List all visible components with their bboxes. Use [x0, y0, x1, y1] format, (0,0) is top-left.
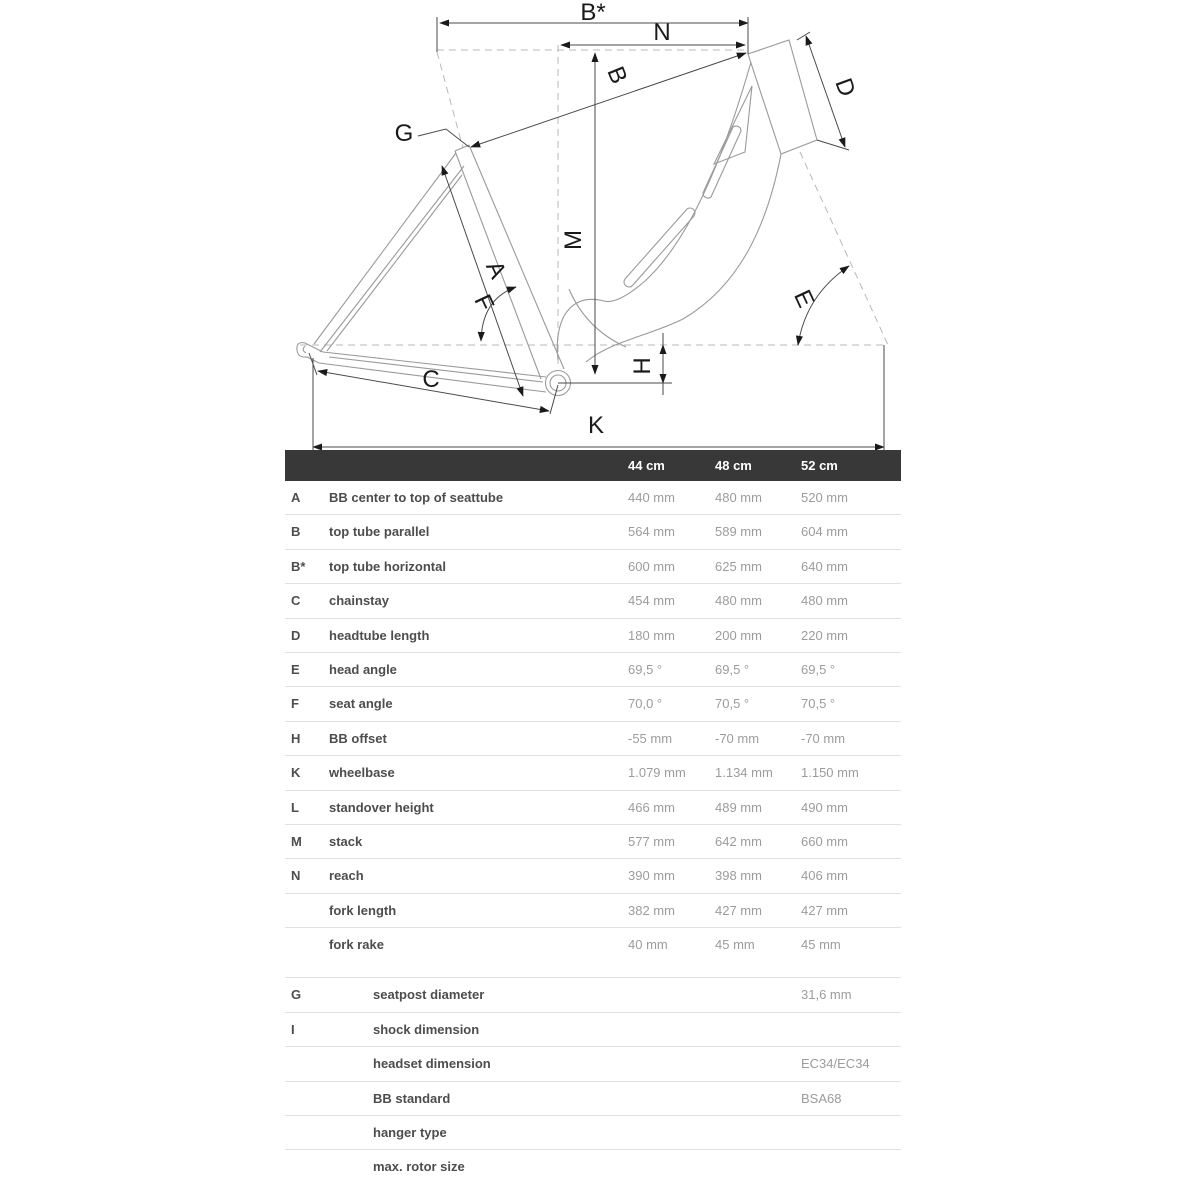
- row-value: 69,5 °: [801, 661, 836, 677]
- dim-label-d: D: [829, 74, 861, 101]
- geometry-table: [285, 450, 901, 1184]
- row-value: 600 mm: [628, 558, 675, 574]
- table-header: [285, 450, 901, 481]
- row-label: top tube parallel: [329, 524, 430, 540]
- row-value: 40 mm: [628, 937, 668, 953]
- construction-lines: [300, 45, 888, 368]
- row-value: 390 mm: [628, 868, 675, 884]
- row-label: fork length: [329, 902, 397, 918]
- row-letter: G: [291, 987, 302, 1003]
- row-label: BB standard: [373, 1090, 451, 1106]
- frame-outline: [297, 40, 820, 396]
- row-letter: B*: [291, 558, 306, 574]
- row-value: 1.134 mm: [715, 765, 773, 781]
- row-value: 382 mm: [628, 902, 675, 918]
- table-row: [285, 1012, 901, 1046]
- row-value: 480 mm: [715, 490, 762, 505]
- row-label: BB center to top of seattube: [329, 490, 504, 505]
- row-value: 660 mm: [801, 833, 848, 849]
- row-label: chainstay: [329, 593, 389, 609]
- row-value: -70 mm: [801, 730, 846, 746]
- row-value: 45 mm: [801, 937, 841, 953]
- table-row: [285, 584, 901, 618]
- row-label: seat angle: [329, 696, 393, 712]
- dim-label-m: M: [560, 230, 587, 250]
- row-letter: E: [291, 661, 300, 677]
- table-row: [285, 791, 901, 825]
- row-value: 1.150 mm: [801, 765, 859, 781]
- table-row: [285, 653, 901, 687]
- table-row: [285, 481, 901, 515]
- row-letter: B: [291, 524, 301, 540]
- table-body-sizes: [285, 481, 901, 962]
- row-value: BSA68: [801, 1090, 842, 1106]
- row-value: 564 mm: [628, 524, 675, 540]
- row-label: standover height: [329, 799, 434, 815]
- row-value: 466 mm: [628, 799, 675, 815]
- row-value: 640 mm: [801, 558, 848, 574]
- row-label: headtube length: [329, 627, 430, 643]
- row-value: 427 mm: [715, 902, 762, 918]
- row-label: hanger type: [373, 1125, 447, 1141]
- row-value: 604 mm: [801, 524, 848, 540]
- row-label: stack: [329, 833, 363, 849]
- row-value: EC34/EC34: [801, 1056, 870, 1072]
- row-value: 440 mm: [628, 490, 675, 505]
- table-row: [285, 977, 901, 1011]
- table-section-gap: [285, 962, 901, 977]
- row-value: 70,0 °: [628, 696, 663, 712]
- dim-label-f: F: [468, 290, 500, 316]
- row-label: top tube horizontal: [329, 558, 446, 574]
- row-value: 70,5 °: [715, 696, 750, 712]
- table-row: [285, 1115, 901, 1149]
- size-column-header-52: 52 cm: [801, 458, 838, 473]
- row-label: headset dimension: [373, 1056, 491, 1072]
- row-letter: M: [291, 833, 302, 849]
- dimension-lines: [309, 17, 884, 450]
- table-row: [285, 722, 901, 756]
- row-value: 427 mm: [801, 902, 848, 918]
- size-column-header-44: 44 cm: [628, 458, 665, 473]
- table-row: [285, 550, 901, 584]
- dim-label-b-star: B*: [580, 0, 606, 26]
- row-letter: A: [291, 490, 301, 505]
- row-value: 625 mm: [715, 558, 762, 574]
- row-label: fork rake: [329, 937, 384, 953]
- table-body-general: [285, 977, 901, 1183]
- row-letter: L: [291, 799, 299, 815]
- table-row: [285, 1081, 901, 1115]
- dim-label-c: C: [422, 366, 440, 393]
- row-letter: K: [291, 765, 301, 781]
- dim-label-h: H: [629, 357, 656, 375]
- row-value: 200 mm: [715, 627, 762, 643]
- table-row: [285, 756, 901, 790]
- row-label: shock dimension: [373, 1021, 480, 1037]
- row-label: BB offset: [329, 730, 387, 746]
- row-label: head angle: [329, 661, 397, 677]
- row-value: 520 mm: [801, 490, 848, 505]
- row-value: 398 mm: [715, 868, 762, 884]
- row-value: 577 mm: [628, 833, 675, 849]
- table-row: [285, 619, 901, 653]
- row-letter: F: [291, 696, 299, 712]
- row-letter: D: [291, 627, 301, 643]
- table-row: [285, 687, 901, 721]
- row-label: max. rotor size: [373, 1159, 465, 1175]
- row-value: 31,6 mm: [801, 987, 852, 1003]
- row-value: 489 mm: [715, 799, 762, 815]
- row-value: 454 mm: [628, 593, 675, 609]
- row-value: 45 mm: [715, 937, 755, 953]
- row-letter: I: [291, 1021, 295, 1037]
- row-letter: H: [291, 730, 301, 746]
- row-value: 220 mm: [801, 627, 848, 643]
- dim-label-a: A: [480, 256, 512, 283]
- table-row: [285, 859, 901, 893]
- dim-label-g: G: [394, 120, 414, 147]
- row-value: 70,5 °: [801, 696, 836, 712]
- row-value: 1.079 mm: [628, 765, 686, 781]
- table-row: [285, 1149, 901, 1183]
- row-value: 480 mm: [715, 593, 762, 609]
- row-value: 480 mm: [801, 593, 848, 609]
- row-label: wheelbase: [329, 765, 395, 781]
- size-column-header-48: 48 cm: [715, 458, 752, 473]
- dim-label-e: E: [788, 285, 820, 312]
- dim-label-b: B: [601, 62, 633, 88]
- table-row: [285, 928, 901, 962]
- table-row: [285, 894, 901, 928]
- dim-label-k: K: [587, 412, 605, 439]
- table-row: [285, 1046, 901, 1080]
- dim-label-n: N: [653, 19, 671, 46]
- row-value: 490 mm: [801, 799, 848, 815]
- table-row: [285, 825, 901, 859]
- row-value: 589 mm: [715, 524, 762, 540]
- row-value: 642 mm: [715, 833, 762, 849]
- row-value: 406 mm: [801, 868, 848, 884]
- row-letter: N: [291, 868, 301, 884]
- row-label: seatpost diameter: [373, 987, 485, 1003]
- frame-geometry-diagram: [0, 0, 1184, 450]
- row-label: reach: [329, 868, 364, 884]
- row-value: 180 mm: [628, 627, 675, 643]
- row-value: 69,5 °: [715, 661, 750, 677]
- table-row: [285, 515, 901, 549]
- row-letter: C: [291, 593, 301, 609]
- row-value: -55 mm: [628, 730, 673, 746]
- row-value: 69,5 °: [628, 661, 663, 677]
- row-value: -70 mm: [715, 730, 760, 746]
